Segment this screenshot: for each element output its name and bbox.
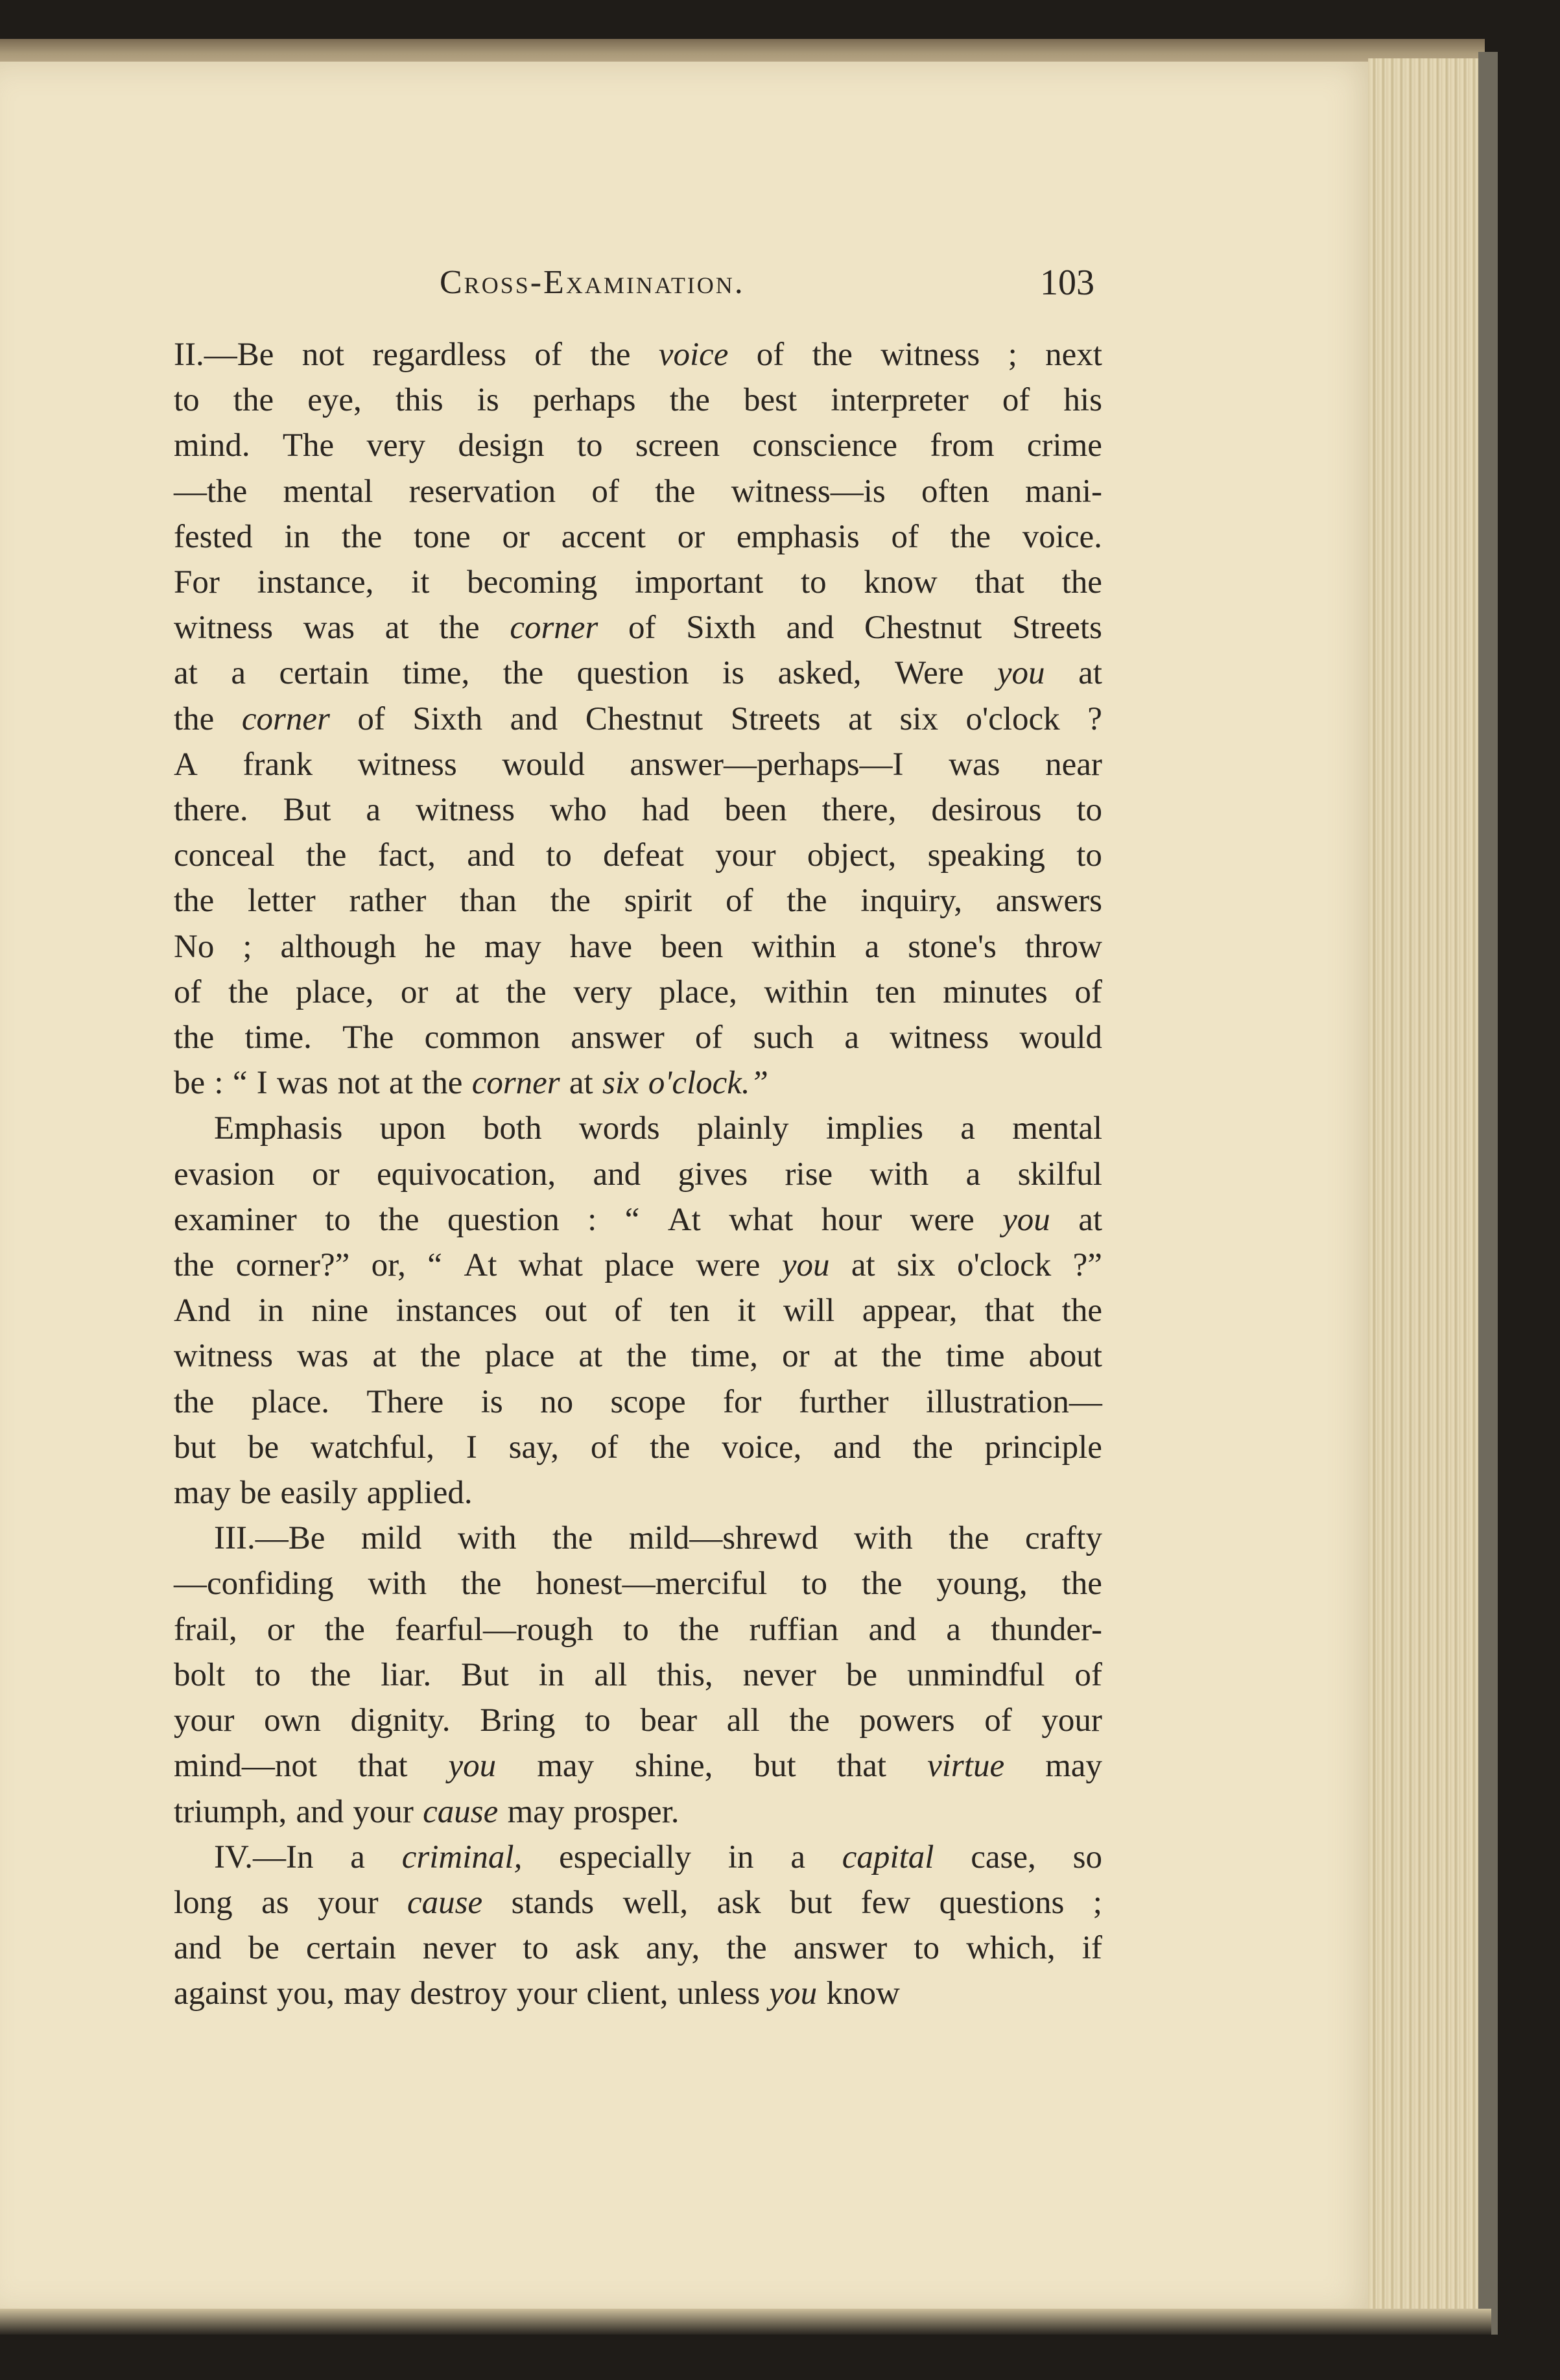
text-line: evasion or equivocation, and gives rise with a skilful: [174, 1156, 1102, 1193]
text-line: —confiding with the honest—merciful to the young, the: [174, 1565, 1102, 1602]
paragraph: [174, 1106, 1102, 1516]
text-line: witness was at the place at the time, or at the time about: [174, 1338, 1102, 1375]
text-line: And in nine instances out of ten it will appear, that the: [174, 1292, 1102, 1329]
text-line: IV.—In a criminal, especially in a capital case, so: [214, 1839, 1102, 1875]
text-line: witness was at the corner of Sixth and Chestnut Streets: [174, 610, 1102, 647]
text-line: be : “ I was not at the corner at six o'clock.”: [174, 1065, 769, 1102]
text-line: there. But a witness who had been there, desirous to: [174, 792, 1102, 829]
text-line: —the mental reservation of the witness—is often mani-: [174, 473, 1102, 510]
text-line: the corner?” or, “ At what place were you at six o'clock ?”: [174, 1247, 1102, 1284]
text-line: For instance, it becoming important to know that the: [174, 564, 1102, 601]
running-head: [174, 258, 1107, 316]
text-line: III.—Be mild with the mild—shrewd with the crafty: [214, 1520, 1102, 1557]
text-line: but be watchful, I say, of the voice, and the principle: [174, 1429, 1102, 1466]
page-number: 103: [1040, 263, 1094, 303]
text-line: mind—not that you may shine, but that virtue may: [174, 1748, 1102, 1785]
text-line: to the eye, this is perhaps the best interpreter of his: [174, 382, 1102, 419]
text-line: A frank witness would answer—perhaps—I was near: [174, 746, 1102, 783]
text-line: No ; although he may have been within a stone's throw: [174, 928, 1102, 965]
text-line: II.—Be not regardless of the voice of the witness ; next: [174, 337, 1102, 373]
text-line: the time. The common answer of such a witness would: [174, 1019, 1102, 1056]
text-line: the letter rather than the spirit of the inquiry, answers: [174, 883, 1102, 920]
text-line: triumph, and your cause may prosper.: [174, 1793, 680, 1830]
text-line: fested in the tone or accent or emphasis of the voice.: [174, 518, 1102, 555]
text-line: bolt to the liar. But in all this, never be unmindful of: [174, 1656, 1102, 1693]
paragraph: [174, 1516, 1102, 1834]
text-line: examiner to the question : “ At what hour were you at: [174, 1201, 1102, 1238]
text-line: long as your cause stands well, ask but few questions ;: [174, 1884, 1102, 1921]
cover-edge: [1478, 52, 1498, 2335]
text-line: conceal the fact, and to defeat your object, speaking to: [174, 837, 1102, 874]
page-bottom-edge: [0, 2309, 1491, 2335]
body-text: [174, 332, 1102, 2017]
text-line: mind. The very design to screen conscience from crime: [174, 427, 1102, 464]
text-line: the corner of Sixth and Chestnut Streets at six o'clock ?: [174, 700, 1102, 737]
paragraph: [174, 332, 1102, 1106]
text-line: frail, or the fearful—rough to the ruffian and a thunder-: [174, 1611, 1102, 1648]
running-title: Cross-Examination.: [440, 264, 745, 301]
text-line: Emphasis upon both words plainly implies a mental: [214, 1110, 1102, 1147]
text-line: of the place, or at the very place, within ten minutes of: [174, 973, 1102, 1010]
text-line: and be certain never to ask any, the answer to which, if: [174, 1930, 1102, 1967]
text-line: your own dignity. Bring to bear all the powers of your: [174, 1702, 1102, 1739]
text-line: the place. There is no scope for further illustration—: [174, 1383, 1102, 1420]
text-line: at a certain time, the question is asked, Were you at: [174, 655, 1102, 692]
page-edges: [1368, 58, 1485, 2315]
text-line: against you, may destroy your client, unless you know: [174, 1975, 900, 2012]
paragraph: [174, 1835, 1102, 2017]
text-line: may be easily applied.: [174, 1475, 473, 1512]
